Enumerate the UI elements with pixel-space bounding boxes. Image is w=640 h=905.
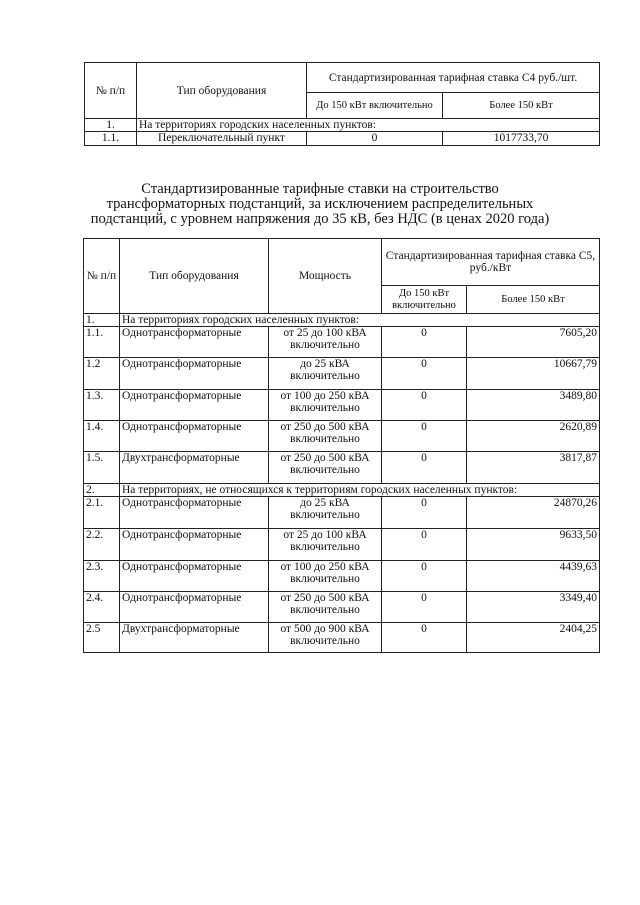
table-row xyxy=(84,529,600,561)
row-num: 1.3. xyxy=(84,390,120,421)
col-num-header: № п/п xyxy=(84,239,120,314)
row-type: Однотрансформаторные xyxy=(120,390,269,421)
section-num: 2. xyxy=(84,484,120,497)
table-row xyxy=(84,623,600,653)
row-type: Переключательный пункт xyxy=(137,132,307,146)
section-label: На территориях городских населенных пунктов: xyxy=(137,119,600,132)
row-num: 1.1. xyxy=(84,327,120,358)
row-num: 2.3. xyxy=(84,561,120,592)
row-over150: 3349,40 xyxy=(467,592,600,623)
row-type: Однотрансформаторные xyxy=(120,561,269,592)
col-up150-header: До 150 кВт включительно xyxy=(382,286,467,314)
row-num: 2.4. xyxy=(84,592,120,623)
rate-c4-table xyxy=(84,62,600,146)
table-row xyxy=(84,421,600,452)
row-type: Однотрансформаторные xyxy=(120,497,269,529)
row-type: Однотрансформаторные xyxy=(120,421,269,452)
col-power-header: Мощность xyxy=(269,239,382,314)
row-type: Однотрансформаторные xyxy=(120,529,269,561)
col-rate-header: Стандартизированная тарифная ставка С5, руб./кВт xyxy=(382,239,600,286)
row-type: Однотрансформаторные xyxy=(120,358,269,390)
row-up150: 0 xyxy=(382,592,467,623)
row-power: от 500 до 900 кВА включительно xyxy=(269,623,382,653)
row-num: 1.5. xyxy=(84,452,120,484)
row-num: 1.2 xyxy=(84,358,120,390)
row-power: от 25 до 100 кВА включительно xyxy=(269,327,382,358)
row-over150: 24870,26 xyxy=(467,497,600,529)
col-rate-header: Стандартизированная тарифная ставка С4 руб./шт. xyxy=(307,63,600,93)
row-over150: 10667,79 xyxy=(467,358,600,390)
row-up150: 0 xyxy=(307,132,443,146)
table-row xyxy=(84,358,600,390)
section-num: 1. xyxy=(85,119,137,132)
row-power: от 250 до 500 кВА включительно xyxy=(269,452,382,484)
row-type: Однотрансформаторные xyxy=(120,592,269,623)
row-up150: 0 xyxy=(382,358,467,390)
row-power: от 100 до 250 кВА включительно xyxy=(269,561,382,592)
row-up150: 0 xyxy=(382,452,467,484)
row-over150: 3489,80 xyxy=(467,390,600,421)
col-type-header: Тип оборудования xyxy=(137,63,307,119)
section-label: На территориях, не относящихся к территориям городских населенных пунктов: xyxy=(120,484,600,497)
row-over150: 2620,89 xyxy=(467,421,600,452)
row-over150: 9633,50 xyxy=(467,529,600,561)
row-up150: 0 xyxy=(382,529,467,561)
col-up150-header: До 150 кВт включительно xyxy=(307,93,443,119)
col-type-header: Тип оборудования xyxy=(120,239,269,314)
row-power: от 100 до 250 кВА включительно xyxy=(269,390,382,421)
table-row xyxy=(84,592,600,623)
row-up150: 0 xyxy=(382,623,467,653)
heading-line-1: Стандартизированные тарифные ставки на строительство xyxy=(141,181,499,197)
table-row xyxy=(85,132,600,146)
row-num: 2.1. xyxy=(84,497,120,529)
row-over150: 2404,25 xyxy=(467,623,600,653)
row-num: 1.4. xyxy=(84,421,120,452)
row-power: от 250 до 500 кВА включительно xyxy=(269,592,382,623)
section-label: На территориях городских населенных пунктов: xyxy=(120,314,600,327)
row-up150: 0 xyxy=(382,390,467,421)
table-row xyxy=(84,327,600,358)
row-over150: 4439,63 xyxy=(467,561,600,592)
col-over150-header: Более 150 кВт xyxy=(443,93,600,119)
row-num: 1.1. xyxy=(85,132,137,146)
row-up150: 0 xyxy=(382,327,467,358)
row-over150: 1017733,70 xyxy=(443,132,600,146)
row-num: 2.2. xyxy=(84,529,120,561)
section-heading xyxy=(60,182,580,227)
section-num: 1. xyxy=(84,314,120,327)
row-type: Однотрансформаторные xyxy=(120,327,269,358)
row-up150: 0 xyxy=(382,497,467,529)
col-over150-header: Более 150 кВт xyxy=(467,286,600,314)
heading-line-2: трансформаторных подстанций, за исключением распределительных xyxy=(106,196,534,212)
row-up150: 0 xyxy=(382,421,467,452)
row-over150: 7605,20 xyxy=(467,327,600,358)
row-over150: 3817,87 xyxy=(467,452,600,484)
row-power: до 25 кВА включительно xyxy=(269,497,382,529)
table-row xyxy=(84,390,600,421)
table-row xyxy=(84,452,600,484)
table-row xyxy=(84,561,600,592)
row-power: до 25 кВА включительно xyxy=(269,358,382,390)
row-power: от 250 до 500 кВА включительно xyxy=(269,421,382,452)
col-num-header: № п/п xyxy=(85,63,137,119)
heading-line-3: подстанций, с уровнем напряжения до 35 кВ, без НДС (в ценах 2020 года) xyxy=(90,211,550,227)
row-type: Двухтрансформаторные xyxy=(120,452,269,484)
table-row xyxy=(84,497,600,529)
row-type: Двухтрансформаторные xyxy=(120,623,269,653)
row-num: 2.5 xyxy=(84,623,120,653)
row-power: от 25 до 100 кВА включительно xyxy=(269,529,382,561)
rate-c5-table xyxy=(83,238,600,653)
row-up150: 0 xyxy=(382,561,467,592)
